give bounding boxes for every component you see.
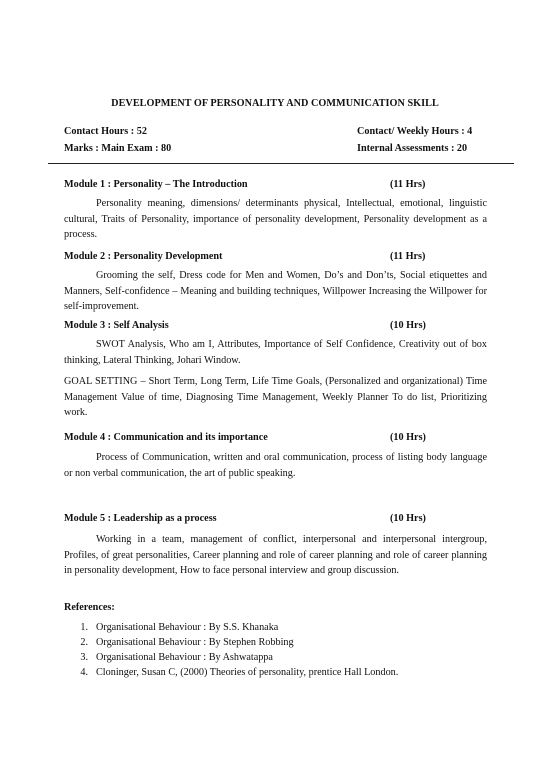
reference-number: 1. [80,622,88,633]
module-3-heading [64,320,494,331]
references-list [64,620,494,680]
module-1-text: Personality meaning, dimensions/ determinants physical, Intellectual, emotional, linguistic cultural, Traits of Personality, importance of personality development, Personality development as a process. [64,198,487,240]
module-2-text: Grooming the self, Dress code for Men and Women, Do’s and Don’ts, Social etiquettes and Manners, Self-confidence – Meaning and building techniques, Willpower Increasing the Willpower for self-improvement. [64,270,487,312]
document-title: DEVELOPMENT OF PERSONALITY AND COMMUNICATION SKILL [111,98,439,109]
reference-text: Organisational Behaviour : By Ashwatappa [96,652,273,663]
module-2-heading [64,251,494,262]
module-title: Module 5 : Leadership as a process [64,513,217,524]
module-4-text: Process of Communication, written and oral communication, process of listing body language or non verbal communication, the art of public speaking. [64,452,487,479]
meta-row-marks [64,143,494,154]
header-divider [48,163,514,164]
module-title: Module 1 : Personality – The Introduction [64,179,248,190]
references-heading: References: [64,602,115,613]
module-hours: (11 Hrs) [390,179,426,190]
reference-item [64,665,494,680]
internal-assessments: Internal Assessments : 20 [357,143,468,154]
module-3-goal-setting: GOAL SETTING – Short Term, Long Term, Life Time Goals, (Personalized and organizational) Time Management Value of time, Diagnosing Time Management, Weekly Planner To do list, Prioritizing work. [64,376,487,418]
module-4-heading [64,432,494,443]
contact-hours: Contact Hours : 52 [64,126,147,137]
module-hours: (10 Hrs) [390,432,426,443]
module-hours: (10 Hrs) [390,320,426,331]
module-3-text: SWOT Analysis, Who am I, Attributes, Importance of Self Confidence, Creativity out of box thinking, Lateral Thinking, Johari Window. [64,339,487,366]
module-1-heading [64,179,494,190]
reference-number: 3. [80,652,88,663]
reference-item [64,650,494,665]
module-5-text: Working in a team, management of conflict, interpersonal and interpersonal intergroup, Profiles, of great personalities, Career planning and role of career planning and role of career planning in personality development, How to face personal interview and group discussion. [64,534,487,576]
reference-number: 2. [80,637,88,648]
reference-text: Cloninger, Susan C, (2000) Theories of personality, prentice Hall London. [96,667,399,678]
marks-main-exam: Marks : Main Exam : 80 [64,143,172,154]
meta-row-hours [64,126,494,137]
module-title: Module 4 : Communication and its importance [64,432,268,443]
reference-number: 4. [80,667,88,678]
reference-item [64,635,494,650]
reference-item [64,620,494,635]
weekly-hours: Contact/ Weekly Hours : 4 [357,126,473,137]
reference-text: Organisational Behaviour : By Stephen Robbing [96,637,294,648]
module-hours: (10 Hrs) [390,513,426,524]
module-hours: (11 Hrs) [390,251,426,262]
module-title: Module 2 : Personality Development [64,251,223,262]
module-5-heading [64,513,494,524]
module-title: Module 3 : Self Analysis [64,320,169,331]
reference-text: Organisational Behaviour : By S.S. Khanaka [96,622,279,633]
